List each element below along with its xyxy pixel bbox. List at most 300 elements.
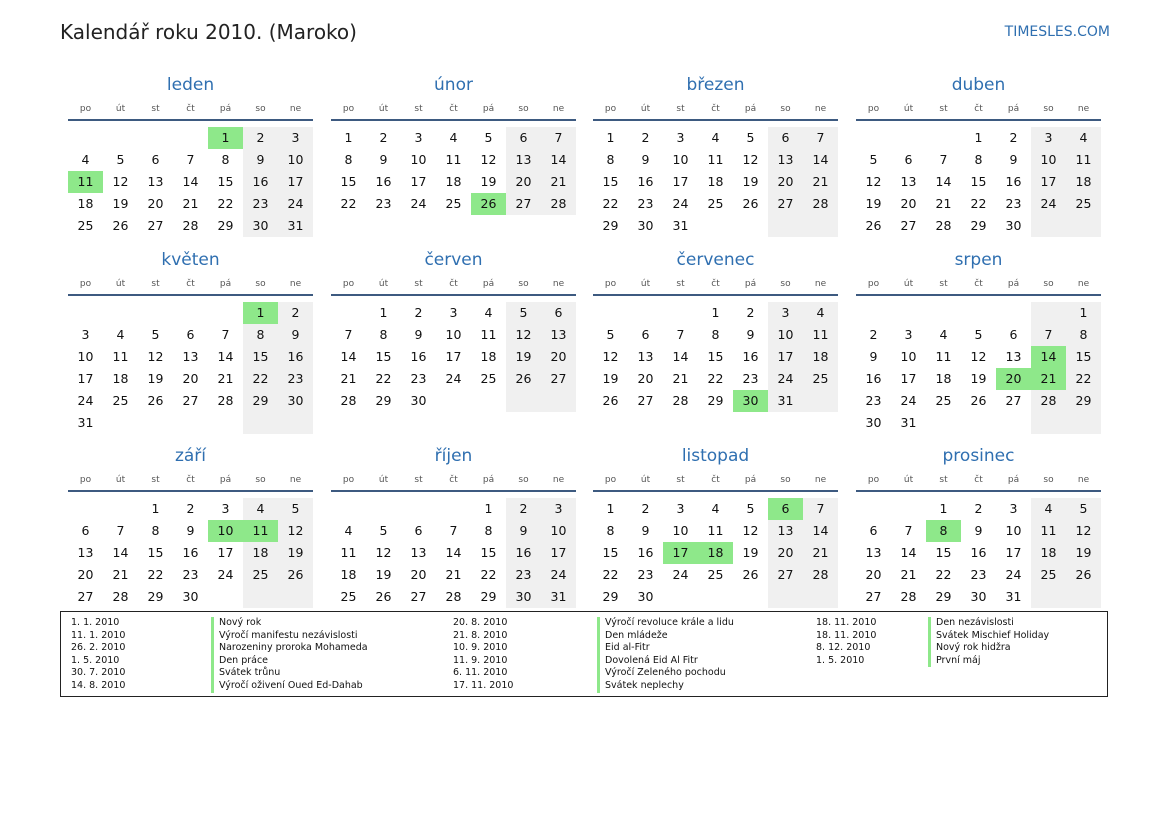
weekday-label: so	[518, 104, 529, 114]
weekday-label: čt	[186, 279, 195, 289]
holiday-date: 1. 1. 2010	[71, 617, 120, 628]
day-cell: 16	[506, 542, 541, 564]
week-row	[68, 412, 313, 434]
day-cell: 8	[379, 327, 388, 342]
empty-day-cell	[506, 390, 541, 412]
week-row	[331, 346, 576, 368]
holiday-date: 14. 8. 2010	[71, 680, 126, 691]
holiday-date: 20. 8. 2010	[453, 617, 508, 628]
day-cell: 16	[970, 545, 987, 560]
weekday-label: st	[939, 475, 948, 485]
empty-day-cell	[541, 390, 576, 412]
weekday-header	[68, 99, 313, 121]
day-cell: 12	[602, 349, 619, 364]
day-cell: 27	[77, 589, 94, 604]
day-cell: 2	[278, 302, 313, 324]
holiday-date: 1. 5. 2010	[816, 654, 865, 666]
day-cell: 14	[182, 174, 199, 189]
day-cell: 15	[707, 349, 724, 364]
day-cell: 24	[1031, 193, 1066, 215]
weekday-header	[331, 274, 576, 296]
day-cell: 28	[1031, 390, 1066, 412]
weekday-label: pá	[482, 279, 495, 289]
day-cell: 24	[672, 196, 689, 211]
weekday-label: pá	[219, 475, 232, 485]
day-cell: 2	[869, 327, 878, 342]
day-cell: 10	[1031, 149, 1066, 171]
day-cell: 3	[81, 327, 90, 342]
holiday-date: 10. 9. 2010	[453, 642, 508, 654]
holiday-date: 8. 12. 2010	[816, 642, 871, 654]
day-cell: 23	[742, 371, 759, 386]
weekday-label: čt	[449, 104, 458, 114]
weekday-label: pá	[1007, 279, 1020, 289]
month-říjen	[331, 442, 576, 608]
day-cell: 14	[803, 520, 838, 542]
day-cell: 23	[637, 567, 654, 582]
empty-day-cell	[803, 390, 838, 412]
month-name: březen	[686, 75, 745, 95]
day-cell: 23	[506, 564, 541, 586]
holiday-name: Svátek Mischief Holiday	[928, 630, 1049, 643]
weekday-label: po	[342, 104, 355, 114]
day-cell: 12	[278, 520, 313, 542]
empty-day-cell	[856, 127, 891, 149]
day-cell: 27	[637, 393, 654, 408]
day-cell: 30	[637, 218, 654, 233]
week-row	[68, 520, 313, 542]
week-row	[856, 520, 1101, 542]
week-row	[593, 127, 838, 149]
weekday-label: pá	[219, 104, 232, 114]
day-cell: 29	[217, 218, 234, 233]
day-cell: 24	[768, 368, 803, 390]
empty-day-cell	[173, 412, 208, 434]
day-cell: 24	[1005, 567, 1022, 582]
day-cell: 1	[379, 305, 388, 320]
day-cell: 4	[116, 327, 125, 342]
day-cell: 13	[77, 545, 94, 560]
weekday-label: čt	[974, 104, 983, 114]
day-cell: 22	[480, 567, 497, 582]
weekday-label: út	[640, 279, 651, 289]
weekday-label: ne	[552, 279, 565, 289]
day-cell: 5	[746, 130, 755, 145]
day-cell: 6	[641, 327, 650, 342]
day-cell: 31	[768, 390, 803, 412]
week-row	[593, 498, 838, 520]
weekday-label: pá	[1007, 104, 1020, 114]
holiday-day-cell: 11	[68, 171, 103, 193]
holiday-day-cell: 26	[471, 193, 506, 215]
weekday-label: ne	[1077, 104, 1090, 114]
weekday-label: so	[518, 475, 529, 485]
weekday-label: so	[1043, 104, 1054, 114]
holiday-date: 26. 2. 2010	[71, 642, 126, 654]
weekday-label: čt	[186, 104, 195, 114]
weekday-label: po	[79, 104, 92, 114]
empty-day-cell	[663, 302, 698, 324]
day-cell: 15	[375, 349, 392, 364]
holiday-day-cell: 14	[1031, 346, 1066, 368]
holiday-name: Nový rok	[211, 617, 261, 630]
day-cell: 12	[147, 349, 164, 364]
day-cell: 4	[711, 130, 720, 145]
day-cell: 14	[445, 545, 462, 560]
day-cell: 30	[182, 589, 199, 604]
empty-day-cell	[173, 127, 208, 149]
day-cell: 18	[340, 567, 357, 582]
holiday-list	[60, 611, 1108, 697]
weekday-label: ne	[552, 475, 565, 485]
day-cell: 17	[541, 542, 576, 564]
holiday-day-cell: 11	[243, 520, 278, 542]
day-cell: 11	[445, 152, 462, 167]
weekday-header	[856, 99, 1101, 121]
holiday-day-cell: 30	[733, 390, 768, 412]
day-cell: 30	[637, 589, 654, 604]
day-cell: 22	[602, 196, 619, 211]
day-cell: 27	[182, 393, 199, 408]
week-row	[593, 302, 838, 324]
weekday-label: čt	[449, 475, 458, 485]
day-cell: 10	[278, 149, 313, 171]
day-cell: 25	[112, 393, 129, 408]
day-cell: 21	[340, 371, 357, 386]
week-row	[593, 368, 838, 390]
day-cell: 19	[506, 346, 541, 368]
day-cell: 3	[676, 501, 685, 516]
day-cell: 30	[410, 393, 427, 408]
day-cell: 17	[445, 349, 462, 364]
weekday-label: so	[255, 279, 266, 289]
day-cell: 1	[606, 130, 615, 145]
day-cell: 1	[939, 501, 948, 516]
day-cell: 15	[935, 545, 952, 560]
weekday-label: út	[115, 104, 126, 114]
week-row	[68, 346, 313, 368]
day-cell: 3	[676, 130, 685, 145]
day-cell: 25	[1066, 193, 1101, 215]
holiday-name: Výročí manifestu nezávislosti	[211, 630, 358, 643]
day-cell: 10	[410, 152, 427, 167]
empty-day-cell	[68, 127, 103, 149]
day-cell: 22	[217, 196, 234, 211]
weekday-label: pá	[744, 475, 757, 485]
empty-day-cell	[698, 215, 733, 237]
weekday-label: pá	[482, 104, 495, 114]
month-červen	[331, 246, 576, 412]
holiday-name: Výročí oživení Oued Ed-Dahab	[211, 680, 363, 693]
weekday-label: čt	[711, 475, 720, 485]
day-cell: 28	[900, 589, 917, 604]
day-cell: 14	[112, 545, 129, 560]
day-cell: 24	[900, 393, 917, 408]
week-row	[331, 498, 576, 520]
day-cell: 8	[606, 152, 615, 167]
week-row	[68, 193, 313, 215]
day-cell: 16	[278, 346, 313, 368]
weekday-label: pá	[1007, 475, 1020, 485]
holiday-name: První máj	[928, 655, 981, 668]
empty-day-cell	[1031, 412, 1066, 434]
day-cell: 27	[768, 193, 803, 215]
weekday-label: út	[640, 475, 651, 485]
day-cell: 12	[742, 152, 759, 167]
weekday-label: ne	[552, 104, 565, 114]
weekday-label: čt	[974, 279, 983, 289]
week-row	[593, 586, 838, 608]
day-cell: 14	[340, 349, 357, 364]
day-cell: 1	[151, 501, 160, 516]
day-cell: 31	[672, 218, 689, 233]
day-cell: 23	[243, 193, 278, 215]
day-cell: 12	[970, 349, 987, 364]
week-row	[856, 586, 1101, 608]
day-cell: 19	[112, 196, 129, 211]
day-cell: 14	[541, 149, 576, 171]
day-cell: 1	[1066, 302, 1101, 324]
week-row	[593, 390, 838, 412]
day-cell: 25	[803, 368, 838, 390]
day-cell: 8	[1066, 324, 1101, 346]
day-cell: 20	[506, 171, 541, 193]
empty-day-cell	[663, 586, 698, 608]
site-link[interactable]: TIMESLES.COM	[1004, 24, 1110, 40]
day-cell: 5	[869, 152, 878, 167]
empty-day-cell	[593, 302, 628, 324]
week-row	[331, 520, 576, 542]
day-cell: 2	[506, 498, 541, 520]
day-cell: 23	[637, 196, 654, 211]
day-cell: 28	[803, 564, 838, 586]
weekday-header	[856, 274, 1101, 296]
day-cell: 2	[186, 501, 195, 516]
day-cell: 20	[768, 542, 803, 564]
day-cell: 15	[602, 545, 619, 560]
holiday-date: 18. 11. 2010	[816, 629, 877, 641]
day-cell: 17	[900, 371, 917, 386]
day-cell: 15	[340, 174, 357, 189]
holiday-day-cell: 1	[208, 127, 243, 149]
day-cell: 4	[243, 498, 278, 520]
day-cell: 13	[147, 174, 164, 189]
empty-day-cell	[891, 127, 926, 149]
weekday-label: pá	[219, 279, 232, 289]
day-cell: 29	[375, 393, 392, 408]
day-cell: 27	[147, 218, 164, 233]
day-cell: 19	[147, 371, 164, 386]
weekday-label: ne	[814, 475, 827, 485]
weekday-label: st	[151, 475, 160, 485]
week-row	[856, 149, 1101, 171]
weekday-label: ne	[289, 475, 302, 485]
day-cell: 22	[243, 368, 278, 390]
month-name: květen	[161, 250, 220, 270]
weekday-label: po	[867, 104, 880, 114]
day-cell: 18	[112, 371, 129, 386]
day-cell: 13	[541, 324, 576, 346]
day-cell: 21	[900, 567, 917, 582]
empty-day-cell	[996, 302, 1031, 324]
month-name: říjen	[434, 446, 473, 466]
day-cell: 18	[935, 371, 952, 386]
weekday-label: čt	[974, 475, 983, 485]
week-row	[856, 498, 1101, 520]
weekday-label: so	[780, 279, 791, 289]
weekday-header	[331, 99, 576, 121]
day-cell: 15	[243, 346, 278, 368]
holiday-date: 11. 9. 2010	[453, 654, 508, 666]
day-cell: 6	[186, 327, 195, 342]
holiday-date: 6. 11. 2010	[453, 667, 508, 679]
weekday-label: ne	[289, 104, 302, 114]
holiday-name: Nový rok hidžra	[928, 642, 1011, 655]
day-cell: 25	[480, 371, 497, 386]
empty-day-cell	[366, 498, 401, 520]
day-cell: 31	[77, 415, 94, 430]
weekday-label: pá	[482, 475, 495, 485]
week-row	[331, 542, 576, 564]
weekday-label: ne	[814, 104, 827, 114]
day-cell: 15	[480, 545, 497, 560]
day-cell: 20	[77, 567, 94, 582]
holiday-name: Eid al-Fitr	[597, 642, 650, 655]
week-row	[331, 586, 576, 608]
empty-day-cell	[138, 302, 173, 324]
day-cell: 16	[865, 371, 882, 386]
empty-day-cell	[628, 302, 663, 324]
day-cell: 5	[974, 327, 983, 342]
day-cell: 25	[77, 218, 94, 233]
day-cell: 14	[935, 174, 952, 189]
day-cell: 19	[742, 545, 759, 560]
day-cell: 20	[410, 567, 427, 582]
day-cell: 20	[147, 196, 164, 211]
day-cell: 5	[606, 327, 615, 342]
day-cell: 1	[484, 501, 493, 516]
day-cell: 29	[602, 589, 619, 604]
day-cell: 6	[81, 523, 90, 538]
weekday-label: st	[939, 279, 948, 289]
weekday-label: st	[676, 104, 685, 114]
weekday-label: so	[1043, 475, 1054, 485]
week-row	[593, 346, 838, 368]
weekday-label: st	[151, 279, 160, 289]
holiday-day-cell: 6	[768, 498, 803, 520]
day-cell: 21	[803, 171, 838, 193]
day-cell: 26	[112, 218, 129, 233]
day-cell: 26	[865, 218, 882, 233]
day-cell: 6	[869, 523, 878, 538]
day-cell: 15	[147, 545, 164, 560]
day-cell: 22	[340, 196, 357, 211]
day-cell: 7	[1031, 324, 1066, 346]
day-cell: 15	[217, 174, 234, 189]
week-row	[68, 171, 313, 193]
weekday-label: so	[780, 104, 791, 114]
empty-day-cell	[961, 412, 996, 434]
empty-day-cell	[1031, 215, 1066, 237]
day-cell: 2	[379, 130, 388, 145]
day-cell: 8	[151, 523, 160, 538]
month-name: červenec	[676, 250, 755, 270]
day-cell: 14	[900, 545, 917, 560]
empty-day-cell	[208, 586, 243, 608]
day-cell: 12	[1066, 520, 1101, 542]
day-cell: 17	[1031, 171, 1066, 193]
day-cell: 5	[151, 327, 160, 342]
day-cell: 4	[803, 302, 838, 324]
day-cell: 24	[672, 567, 689, 582]
month-březen	[593, 71, 838, 237]
day-cell: 6	[1009, 327, 1018, 342]
day-cell: 24	[445, 371, 462, 386]
week-row	[856, 193, 1101, 215]
week-row	[331, 324, 576, 346]
day-cell: 3	[1031, 127, 1066, 149]
day-cell: 29	[970, 218, 987, 233]
day-cell: 25	[243, 564, 278, 586]
day-cell: 5	[506, 302, 541, 324]
day-cell: 8	[484, 523, 493, 538]
empty-day-cell	[1066, 412, 1101, 434]
empty-day-cell	[733, 586, 768, 608]
day-cell: 16	[637, 174, 654, 189]
day-cell: 11	[707, 152, 724, 167]
day-cell: 31	[1005, 589, 1022, 604]
day-cell: 5	[278, 498, 313, 520]
day-cell: 13	[865, 545, 882, 560]
weekday-label: st	[676, 279, 685, 289]
day-cell: 8	[974, 152, 983, 167]
empty-day-cell	[768, 215, 803, 237]
day-cell: 21	[182, 196, 199, 211]
day-cell: 22	[147, 567, 164, 582]
day-cell: 26	[742, 196, 759, 211]
week-row	[331, 368, 576, 390]
day-cell: 9	[278, 324, 313, 346]
day-cell: 27	[1005, 393, 1022, 408]
day-cell: 9	[746, 327, 755, 342]
week-row	[856, 368, 1101, 390]
day-cell: 29	[243, 390, 278, 412]
day-cell: 28	[803, 193, 838, 215]
day-cell: 3	[768, 302, 803, 324]
day-cell: 31	[541, 586, 576, 608]
day-cell: 7	[186, 152, 195, 167]
day-cell: 18	[445, 174, 462, 189]
empty-day-cell	[103, 498, 138, 520]
day-cell: 27	[865, 589, 882, 604]
day-cell: 23	[278, 368, 313, 390]
weekday-label: po	[79, 279, 92, 289]
month-červenec	[593, 246, 838, 412]
day-cell: 18	[1066, 171, 1101, 193]
day-cell: 13	[768, 520, 803, 542]
day-cell: 12	[375, 545, 392, 560]
empty-day-cell	[891, 498, 926, 520]
month-name: listopad	[681, 446, 750, 466]
holiday-name: Dovolená Eid Al Fitr	[597, 655, 698, 668]
day-cell: 24	[77, 393, 94, 408]
day-cell: 5	[746, 501, 755, 516]
week-row	[331, 390, 576, 412]
day-cell: 18	[243, 542, 278, 564]
day-cell: 16	[742, 349, 759, 364]
day-cell: 3	[414, 130, 423, 145]
weekday-label: po	[604, 279, 617, 289]
